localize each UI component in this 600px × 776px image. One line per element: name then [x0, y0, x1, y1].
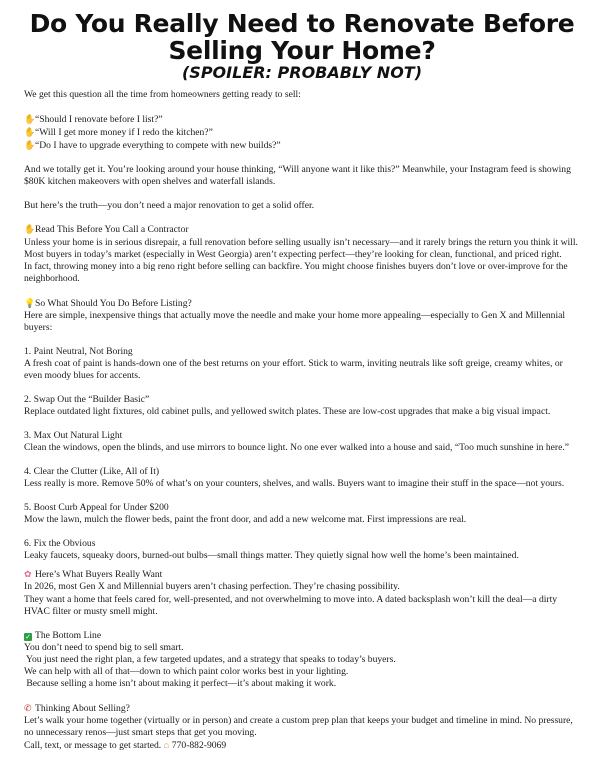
document-page: [24, 10, 580, 752]
tip-title: 5. Boost Curb Appeal for Under $200: [24, 501, 169, 513]
tip-text: A fresh coat of paint is hands-down one of the best returns on your effort. Stick to warm, inviting neutrals like soft greige, creamy whites, or even moody blues for accents.: [24, 358, 563, 382]
intro-paragraph: We get this question all the time from homeowners getting ready to sell:: [24, 89, 301, 100]
waving-hand-icon: ✋: [24, 113, 36, 124]
section-heading-buyers: ✿ Here’s What Buyers Really Want: [24, 569, 163, 581]
section-heading-contractor: ✋Read This Before You Call a Contractor: [24, 224, 189, 236]
tip-text: Replace outdated light fixtures, old cabinet pulls, and yellowed switch plates. These are low-cost upgrades that make a big visual impact.: [24, 406, 551, 418]
tip-title: 2. Swap Out the “Builder Basic”: [24, 394, 150, 406]
bottom-line-text: Because selling a home isn’t about making it perfect—it’s about making it work.: [24, 678, 337, 690]
tip-text: Less really is more. Remove 50% of what’s on your counters, shelves, and walls. Buyers want to imagine their stuff in the space—not yours.: [24, 478, 565, 490]
tip-text: Leaky faucets, squeaky doors, burned-out bulbs—small things matter. They quietly signal how well the home’s been maintained.: [24, 549, 519, 561]
waving-hand-icon: ✋: [24, 140, 36, 151]
paragraph-truth: But here’s the truth—you don’t need a major renovation to get a solid offer.: [24, 199, 315, 211]
bottom-line-text: We can help with all of that—down to which paint color works best in your lighting.: [24, 666, 349, 678]
tip-title: 6. Fix the Obvious: [24, 537, 96, 549]
tip-title: 3. Max Out Natural Light: [24, 430, 123, 442]
question-item: ✋“Do I have to upgrade everything to compete with new builds?”: [24, 140, 281, 152]
waving-hand-icon: ✋: [24, 126, 36, 137]
bottom-line-text: You just need the right plan, a few targeted updates, and a strategy that speaks to today’s buyers.: [24, 653, 396, 665]
section-heading-before-listing: 💡So What Should You Do Before Listing?: [24, 297, 192, 309]
selling-paragraph: Let’s walk your home together (virtually or in person) and create a custom prep plan that keeps your budget and timeline in mind. No pressure, no unnecessary renos—just smart steps that get you moving.: [24, 715, 573, 739]
page-title: [24, 10, 580, 64]
paragraph-get-it: And we totally get it. You’re looking around your house thinking, “Will anyone want it like this?” Meanwhile, your Instagram feed is showing $80K kitchen makeovers with open shelves and waterfall islands.: [24, 163, 571, 188]
section-heading-bottom-line: ✓ The Bottom Line: [25, 629, 102, 641]
bottom-line-text: You don’t need to spend big to sell smart.: [24, 641, 184, 653]
section-heading-selling: ✆ Thinking About Selling?: [24, 703, 130, 715]
contractor-paragraph-2: In fact, throwing money into a big reno right before selling can backfire. You might choose finishes buyers don’t love or over-improve for the neighborhood.: [24, 261, 568, 285]
question-item: ✋“Will I get more money if I redo the kitchen?”: [24, 126, 213, 138]
house-icon: ⌂: [163, 739, 170, 751]
tip-text: Mow the lawn, mulch the flower beds, paint the front door, and add a new welcome mat. First impressions are real.: [24, 514, 467, 526]
raised-hand-icon: ✋: [24, 224, 36, 235]
telephone-icon: ✆: [24, 703, 32, 714]
brain-icon: ✿: [24, 569, 32, 580]
check-mark-icon: ✓: [25, 632, 31, 641]
buyers-paragraph-2: They want a home that feels cared for, well-presented, and not overwhelming to move into. A dated backsplash won’t kill the deal—a dirty HVAC filter or musty smell might.: [24, 593, 558, 617]
title-line-1: Do You Really Need to Renovate Before: [29, 9, 575, 38]
cta-line: Call, text, or message to get started. ⌂ 770-882-9069: [24, 739, 227, 751]
before-listing-paragraph: Here are simple, inexpensive things that actually move the needle and make your home more appealing—especially to Gen X and Millennial buyers:: [24, 310, 566, 334]
tip-title: 1. Paint Neutral, Not Boring: [24, 346, 133, 358]
page-subtitle: (SPOILER: PROBABLY NOT): [181, 63, 423, 82]
light-bulb-icon: 💡: [24, 297, 36, 308]
buyers-paragraph-1: In 2026, most Gen X and Millennial buyers aren’t chasing perfection. They’re chasing possibility.: [24, 581, 400, 593]
question-item: ✋“Should I renovate before I list?”: [24, 113, 163, 125]
tip-text: Clean the windows, open the blinds, and use mirrors to bounce light. No one ever walked into a house and said, “Too much sunshine in here.”: [24, 442, 569, 454]
phone-number[interactable]: 770-882-9069: [171, 739, 227, 751]
title-line-2: Selling Your Home?: [168, 36, 436, 65]
tip-title: 4. Clear the Clutter (Like, All of It): [24, 465, 160, 477]
contractor-paragraph-1: Unless your home is in serious disrepair, a full renovation before selling usually isn’t necessary—and it rarely brings the return you think it will. Most buyers in today’s market (especially in West Georgia) aren’t expecting perfect—they’re looking for clean, functional, and priced right.: [24, 236, 578, 260]
article-body: [24, 89, 580, 752]
